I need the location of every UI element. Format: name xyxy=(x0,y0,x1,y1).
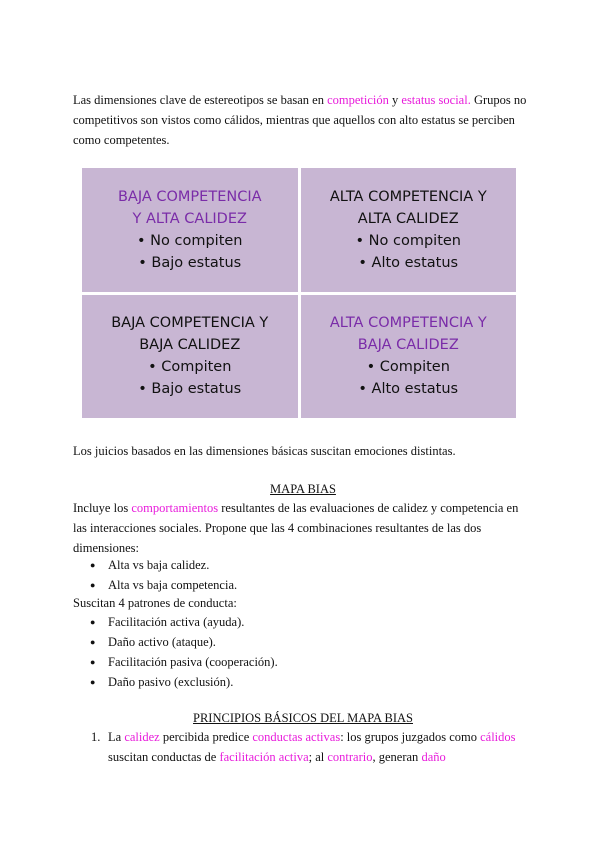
principles-list xyxy=(73,727,533,767)
highlight-facilitacion-activa: facilitación activa xyxy=(219,750,309,764)
highlight-dano: daño xyxy=(421,750,446,764)
cell-bullet: • No compiten xyxy=(355,232,461,249)
matrix-cell-top-right xyxy=(301,168,517,292)
list-item: ● Alta vs baja calidez. xyxy=(73,555,533,575)
intro-text: Grupos no competitivos son vistos como cálidos, mientras que aquellos con alto estatus se perciben como competentes. xyxy=(73,93,527,147)
list-item: ● Facilitación activa (ayuda). xyxy=(73,612,533,632)
intro-text: Las dimensiones clave de estereotipos se basan en xyxy=(73,93,328,107)
text: ; al xyxy=(308,750,328,764)
text: percibida predice xyxy=(159,730,253,744)
cell-bullet: • No compiten xyxy=(137,232,243,249)
highlight-conductas-activas: conductas activas xyxy=(252,730,341,744)
cell-bullet: • Compiten xyxy=(366,359,450,376)
text: , generan xyxy=(372,750,422,764)
bias-heading xyxy=(73,479,533,499)
highlight-calidez: calidez xyxy=(124,730,160,744)
matrix-cell-top-left xyxy=(82,168,298,292)
cell-title: ALTA CALIDEZ xyxy=(357,210,459,227)
cell-bullet: • Alto estatus xyxy=(358,381,459,398)
highlight-calidos: cálidos xyxy=(480,730,516,744)
bias-paragraph xyxy=(73,498,533,558)
list-item: ● Daño pasivo (exclusión). xyxy=(73,672,533,692)
cell-bullet: • Bajo estatus xyxy=(138,254,242,271)
cell-title: Y ALTA CALIDEZ xyxy=(132,210,247,227)
list-item xyxy=(73,727,533,767)
cell-title: BAJA CALIDEZ xyxy=(357,337,459,354)
stereotype-matrix xyxy=(82,168,516,418)
list-item: ● Facilitación pasiva (cooperación). xyxy=(73,652,533,672)
list-item: ● Daño activo (ataque). xyxy=(73,632,533,652)
text: : los grupos juzgados como xyxy=(340,730,481,744)
cell-title: BAJA CALIDEZ xyxy=(139,337,241,354)
highlight-contrario: contrario xyxy=(327,750,373,764)
list-number: 1. xyxy=(91,730,101,744)
bias-heading-text: MAPA BIAS xyxy=(270,482,336,496)
highlight-competicion: competición xyxy=(327,93,389,107)
cell-bullet: • Alto estatus xyxy=(358,254,459,271)
matrix-cell-bottom-right xyxy=(301,295,517,419)
principles-heading-text: PRINCIPIOS BÁSICOS DEL MAPA BIAS xyxy=(193,711,413,725)
patterns-list xyxy=(73,612,533,692)
text: La xyxy=(108,730,125,744)
patterns-intro: Suscitan 4 patrones de conducta: xyxy=(73,596,237,610)
matrix-cell-bottom-left xyxy=(82,295,298,419)
cell-bullet: • Bajo estatus xyxy=(138,381,242,398)
highlight-comportamientos: comportamientos xyxy=(131,501,219,515)
bias-text: resultantes de las evaluaciones de calidez y competencia en las interacciones sociales. Propone que las 4 combinaciones resultantes de las dos dimensiones: xyxy=(73,501,519,555)
judgments-paragraph: Los juicios basados en las dimensiones básicas suscitan emociones distintas. xyxy=(73,444,456,458)
dimensions-list xyxy=(73,555,533,595)
cell-title: BAJA COMPETENCIA xyxy=(117,188,262,205)
cell-bullet: • Compiten xyxy=(148,359,232,376)
cell-title: ALTA COMPETENCIA Y xyxy=(329,315,487,332)
highlight-estatus-social: estatus social. xyxy=(401,93,471,107)
text: suscitan conductas de xyxy=(108,750,220,764)
cell-title: BAJA COMPETENCIA Y xyxy=(111,315,269,332)
intro-text: y xyxy=(388,93,402,107)
list-item: ● Alta vs baja competencia. xyxy=(73,575,533,595)
intro-paragraph xyxy=(73,90,533,150)
bias-text: Incluye los xyxy=(73,501,132,515)
principles-heading xyxy=(73,708,533,728)
cell-title: ALTA COMPETENCIA Y xyxy=(329,188,487,205)
